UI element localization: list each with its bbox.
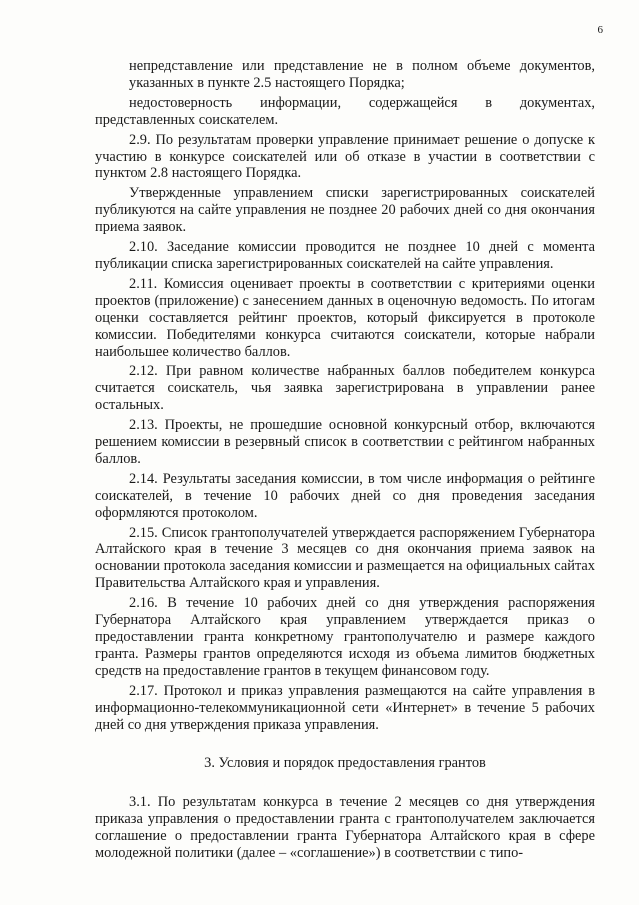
paragraph-2-9: 2.9. По результатам проверки управление принимает решение о допуске к участию в конкурсе соискателей или об отказе в участии в соответствии с пунктом 2.8 настоящего Порядка. (95, 131, 595, 182)
page-number: 6 (597, 24, 603, 36)
paragraph-3-1: 3.1. По результатам конкурса в течение 2 месяцев со дня утверждения приказа управления о предоставлении гранта с грантополучателем заключается соглашение о предоставлении гранта Губернатора Алтайского края в сфере молодежной политики (далее – «соглашение») в соответствии с типо- (95, 794, 595, 862)
paragraph-published-lists: Утвержденные управлением списки зарегистрированных соискателей публикуются на сайте управления не позднее 20 рабочих дней со дня окончания приема заявок. (95, 185, 595, 236)
section-heading: 3. Условия и порядок предоставления грантов (204, 755, 486, 772)
paragraph-2-15: 2.15. Список грантополучателей утверждается распоряжением Губернатора Алтайского края в течение 3 месяцев со дня окончания приема заявок на основании протокола заседания комиссии и размещается на официальных сайтах Правительства Алтайского края и управления. (95, 524, 595, 592)
paragraph-2-16: 2.16. В течение 10 рабочих дней со дня утверждения распоряжения Губернатора Алтайского края управлением утверждается приказ о предоставлении гранта конкретному грантополучателю и размере каждого гранта. Размеры грантов определяются исходя из объема лимитов бюджетных средств на предоставление грантов в текущем финансовом году. (95, 595, 595, 679)
list-item-clause: недостоверность информации, содержащейся в документах, представленных соискателем. (95, 94, 595, 128)
document-body (95, 58, 595, 862)
paragraph-2-12: 2.12. При равном количестве набранных баллов победителем конкурса считается соискатель, чья заявка зарегистрирована в управлении ранее остальных. (95, 363, 595, 414)
paragraph-2-10: 2.10. Заседание комиссии проводится не позднее 10 дней с момента публикации списка зарегистрированных соискателей на сайте управления. (95, 239, 595, 272)
paragraph-2-13: 2.13. Проекты, не прошедшие основной конкурсный отбор, включаются решением комиссии в резервный список в соответствии с рейтингом набранных баллов. (95, 417, 595, 467)
paragraph-2-14: 2.14. Результаты заседания комиссии, в том числе информация о рейтинге соискателей, в течение 10 рабочих дней со дня проведения заседания оформляются протоколом. (95, 470, 595, 521)
paragraph-2-17: 2.17. Протокол и приказ управления размещаются на сайте управления в информационно-телекоммуникационной сети «Интернет» в течение 5 рабочих дней со дня утверждения приказа управления. (95, 682, 595, 733)
paragraph-2-11: 2.11. Комиссия оценивает проекты в соответствии с критериями оценки проектов (приложение) с занесением данных в оценочную ведомость. По итогам оценки составляется рейтинг проектов, который фиксируется в протоколе комиссии. Победителями конкурса считаются соискатели, которые набрали наибольшее количество баллов. (95, 275, 595, 360)
list-item-clause: непредставление или представление не в полном объеме документов, указанных в пункте 2.5 настоящего Порядка; (129, 58, 595, 91)
